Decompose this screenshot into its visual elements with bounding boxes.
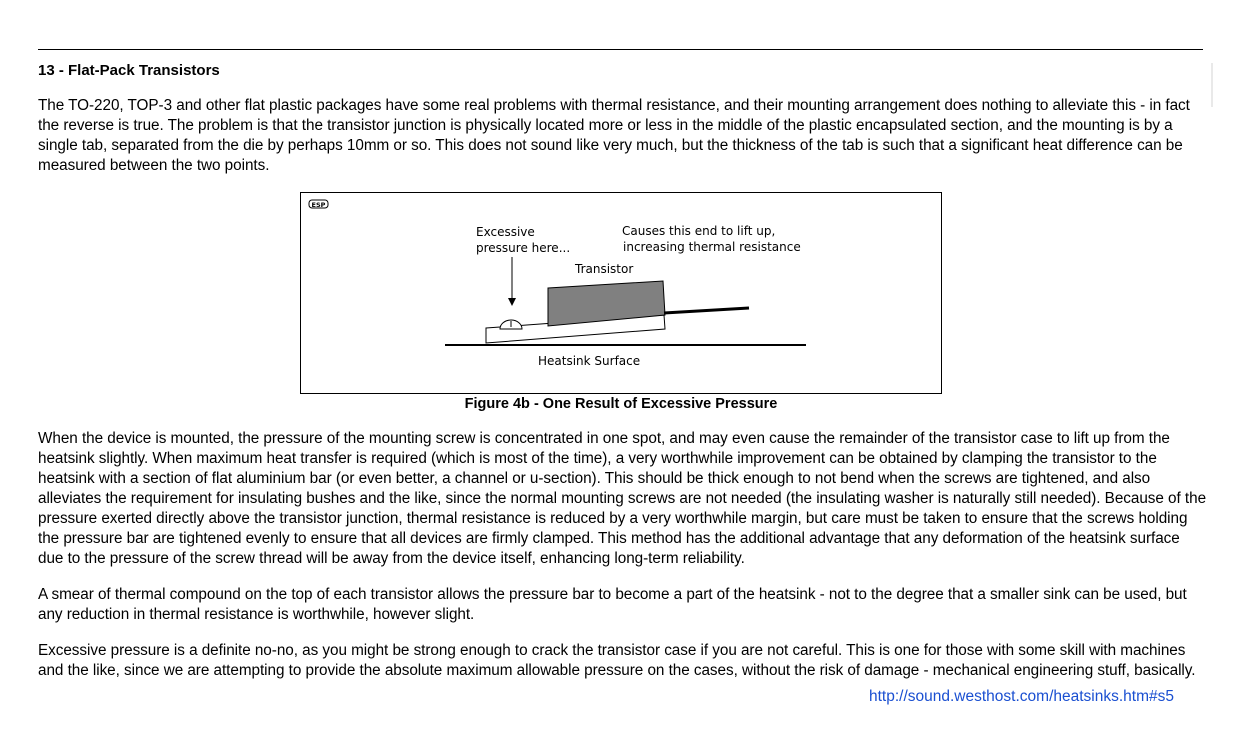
pressure-arrow [508,257,516,306]
source-url-link[interactable]: http://sound.westhost.com/heatsinks.htm#s5 [869,688,1174,705]
transistor-lead [664,308,749,313]
paragraph-excessive-pressure: Excessive pressure is a definite no-no, as you might be strong enough to crack the transistor case if you are not careful. This is one for those with some skill with machines and the like, since we are attempting to provide the absolute maximum allowable pressure on the cases, without the risk of damage - mechanical engineering stuff, basically. [38,642,1196,679]
label-thermal-resistance: increasing thermal resistance [623,240,801,254]
top-divider [38,49,1203,50]
label-heatsink-surface: Heatsink Surface [538,354,641,368]
figure-4b-diagram [301,193,941,393]
figure-caption: Figure 4b - One Result of Excessive Pressure [464,396,778,412]
paragraph-thermal-compound: A smear of thermal compound on the top of each transistor allows the pressure bar to become a part of the heatsink - not to the degree that a smaller sink can be used, but any reduction in thermal resistance is worthwhile, however slight. [38,586,1187,623]
label-transistor: Transistor [575,262,634,276]
esp-logo [309,200,328,209]
label-pressure-here: pressure here... [476,241,571,255]
label-excessive: Excessive [476,225,535,239]
paragraph-mounting: When the device is mounted, the pressure of the mounting screw is concentrated in one spot, and may even cause the remainder of the transistor case to lift up from the heatsink slightly. When maximum heat transfer is required (which is most of the time), a very worthwhile improvement can be obtained by clamping the transistor to the heatsink with a section of flat aluminium bar (or even better, a channel or u-section). This should be thick enough to not bend when the screws are tightened, and also alleviates the requirement for insulating bushes and the like, since the normal mounting screws are not needed (the insulating washer is naturally still needed). Because of the pressure exerted directly above the transistor junction, thermal resistance is reduced by a very worthwhile margin, but care must be taken to ensure that the screws holding the pressure bar are tightened evenly to ensure that all devices are firmly clamped. This method has the additional advantage that any deformation of the heatsink surface due to the pressure of the screw thread will be away from the device itself, enhancing long-term reliability. [38,430,1207,567]
scrollbar-edge [1211,63,1213,107]
label-lift-up: Causes this end to lift up, [622,224,776,238]
figure-4b [300,192,942,394]
paragraph-intro: The TO-220, TOP-3 and other flat plastic packages have some real problems with thermal resistance, and their mounting arrangement does nothing to alleviate this - in fact the reverse is true. The problem is that the transistor junction is physically located more or less in the middle of the plastic encapsulated section, and the mounting is by a single tab, separated from the die by perhaps 10mm or so. This does not sound like very much, but the thickness of the tab is such that a significant heat difference can be measured between the two points. [38,97,1190,174]
esp-logo-text: ESP [311,201,326,209]
section-title: 13 - Flat-Pack Transistors [38,62,220,79]
